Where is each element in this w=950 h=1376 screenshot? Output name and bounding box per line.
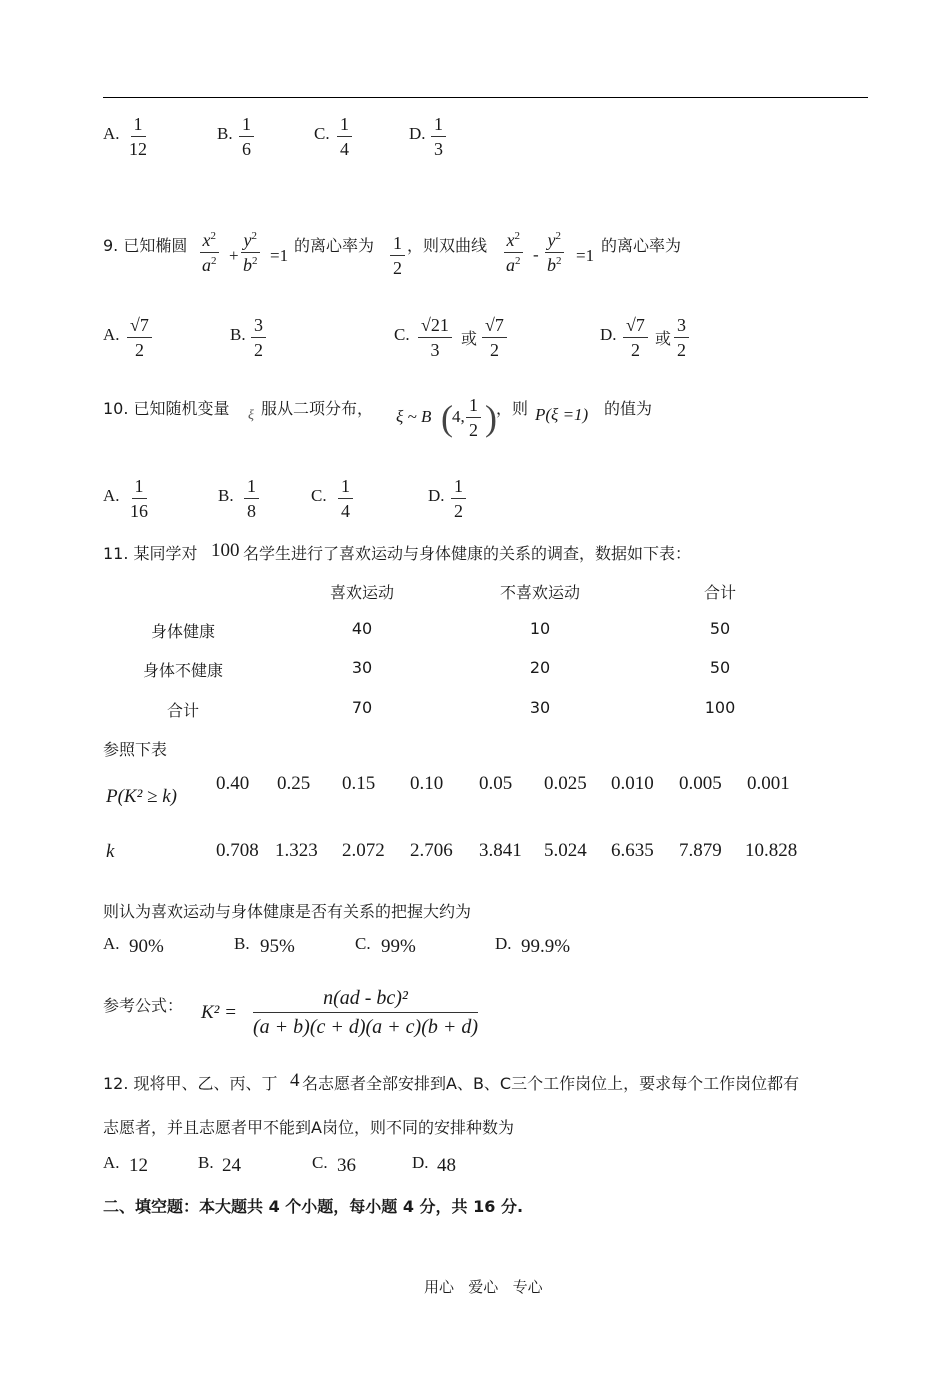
q11-formula-label: 参考公式： xyxy=(103,996,184,1015)
q11-option-c-label: C. xyxy=(355,934,371,953)
q11-intro-number: 100 xyxy=(211,540,240,561)
q12-option-c-value: 36 xyxy=(337,1155,356,1176)
q9-option-d-fraction-1: $\frac{√7}{2}$ xyxy=(623,316,648,359)
q9-minus: - xyxy=(533,245,539,264)
q11-option-b-label: B. xyxy=(234,934,250,953)
table-cell: 50 xyxy=(709,658,731,677)
q10-dist-n: 4, xyxy=(452,407,465,426)
table-cell: 40 xyxy=(351,619,373,638)
q9-prefix: 9. 已知椭圆 xyxy=(103,236,188,255)
q9-option-d-label: D. xyxy=(600,325,617,344)
p-value-cell: 0.010 xyxy=(611,773,654,794)
table-row-label: 合计 xyxy=(166,701,199,720)
k-value-cell: 7.879 xyxy=(679,840,722,861)
p-value-cell: 0.25 xyxy=(277,773,311,794)
q11-option-a-label: A. xyxy=(103,934,120,953)
q11-option-d-label: D. xyxy=(495,934,512,953)
q10-dist-prefix: ξ ~ B xyxy=(396,407,432,426)
q10-suffix: 的值为 xyxy=(604,399,653,418)
q12-line1-number: 4 xyxy=(290,1070,300,1091)
q11-formula-lhs: K² = xyxy=(201,1002,237,1023)
q12-line1-prefix: 12. 现将甲、乙、丙、丁 xyxy=(103,1074,278,1093)
q10-option-d-label: D. xyxy=(428,486,445,505)
k-value-cell: 2.706 xyxy=(410,840,453,861)
q10-then: ，则 xyxy=(496,399,529,418)
q10-option-c-fraction: $\frac{1}{4}$ xyxy=(338,477,353,520)
q9-option-b-label: B. xyxy=(230,325,246,344)
table-header-dislike: 不喜欢运动 xyxy=(499,583,580,602)
q9-suffix: 的离心率为 xyxy=(601,236,682,255)
q9-option-b-fraction: $\frac{3}{2}$ xyxy=(251,316,266,359)
q10-half-fraction: $\frac{1}{2}$ xyxy=(466,396,481,439)
q10-option-a-fraction: $\frac{1}{16}$ xyxy=(130,476,148,521)
q8-option-d-label: D. xyxy=(409,124,426,143)
q9-hyperbola-y-term: $\frac{y^2}{b^2}$ xyxy=(544,231,565,274)
q9-plus: + xyxy=(229,246,239,265)
q12-option-a-value: 12 xyxy=(129,1155,148,1176)
q11-option-d-value: 99.9% xyxy=(521,936,571,957)
table-cell: 100 xyxy=(704,698,736,717)
table-row-label: 身体健康 xyxy=(150,622,215,641)
q12-option-c-label: C. xyxy=(312,1153,328,1172)
q8-option-c-label: C. xyxy=(314,124,330,143)
k-row-label: k xyxy=(106,841,115,862)
p-value-cell: 0.10 xyxy=(410,773,444,794)
q11-intro-prefix: 11. 某同学对 xyxy=(103,544,198,563)
page-footer: 用心 爱心 专心 xyxy=(424,1278,543,1296)
k-value-cell: 0.708 xyxy=(216,840,259,861)
q11-option-c-value: 99% xyxy=(381,936,416,957)
p-value-cell: 0.005 xyxy=(679,773,722,794)
k-value-cell: 1.323 xyxy=(275,840,318,861)
p-value-cell: 0.40 xyxy=(216,773,250,794)
q12-line2: 志愿者，并且志愿者甲不能到A岗位，则不同的安排种数为 xyxy=(103,1118,514,1137)
k-value-cell: 10.828 xyxy=(745,840,798,861)
table-cell: 30 xyxy=(529,698,551,717)
q10-option-d-fraction: $\frac{1}{2}$ xyxy=(451,477,466,520)
q9-eq-one: =1 xyxy=(270,246,289,265)
q9-option-c-fraction-2: $\frac{√7}{2}$ xyxy=(482,316,507,359)
header-rule xyxy=(103,97,868,98)
q9-option-c-label: C. xyxy=(394,325,410,344)
q10-xi: ξ xyxy=(248,408,254,423)
q10-option-c-label: C. xyxy=(311,486,327,505)
q11-formula-fraction: $\frac{\text{n(ad - bc)²}}{(a + b)(c + d)(a + c)(b + d)}$ xyxy=(253,987,479,1038)
q12-option-d-value: 48 xyxy=(437,1155,456,1176)
q12-line1-suffix: 名志愿者全部安排到A、B、C三个工作岗位上，要求每个工作岗位都有 xyxy=(302,1074,800,1093)
q11-intro-suffix: 名学生进行了喜欢运动与身体健康的关系的调查，数据如下表： xyxy=(243,544,692,563)
table-cell: 20 xyxy=(529,658,551,677)
p-value-cell: 0.15 xyxy=(342,773,376,794)
q12-option-a-label: A. xyxy=(103,1153,120,1172)
p-row-label: P(K² ≥ k) xyxy=(106,786,177,807)
table-cell: 50 xyxy=(709,619,731,638)
q10-left-paren: ( xyxy=(441,398,453,438)
q9-option-a-fraction: $\frac{√7}{2}$ xyxy=(127,316,152,359)
table-row-label: 身体不健康 xyxy=(142,661,223,680)
q9-eccentricity-fraction: $\frac{1}{2}$ xyxy=(390,234,405,277)
q9-mid1: 的离心率为 xyxy=(294,236,375,255)
table-cell: 10 xyxy=(529,619,551,638)
q10-mid: 服从二项分布， xyxy=(261,399,374,418)
k-value-cell: 2.072 xyxy=(342,840,385,861)
q11-question: 则认为喜欢运动与身体健康是否有关系的把握大约为 xyxy=(103,902,472,921)
k-value-cell: 3.841 xyxy=(479,840,522,861)
q11-reference-label: 参照下表 xyxy=(103,740,168,759)
q9-option-c-or: 或 xyxy=(461,329,478,348)
q9-ellipse-y-term: $\frac{y^2}{b^2}$ xyxy=(240,231,261,274)
p-value-cell: 0.05 xyxy=(479,773,513,794)
q8-option-d-fraction: $\frac{1}{3}$ xyxy=(431,115,446,158)
table-header-like: 喜欢运动 xyxy=(329,583,394,602)
q9-eq-one-2: =1 xyxy=(576,246,595,265)
q12-option-b-label: B. xyxy=(198,1153,214,1172)
q8-option-c-fraction: $\frac{1}{4}$ xyxy=(337,115,352,158)
section-2-heading: 二、填空题：本大题共 4 个小题，每小题 4 分，共 16 分. xyxy=(103,1197,524,1216)
table-header-total: 合计 xyxy=(703,583,736,602)
q10-probability: P(ξ =1) xyxy=(535,405,589,424)
q8-option-a-label: A. xyxy=(103,124,120,143)
k-value-cell: 6.635 xyxy=(611,840,654,861)
k-value-cell: 5.024 xyxy=(544,840,587,861)
q10-option-b-fraction: $\frac{1}{8}$ xyxy=(244,477,259,520)
q12-option-b-value: 24 xyxy=(222,1155,241,1176)
q10-option-a-label: A. xyxy=(103,486,120,505)
q8-option-b-label: B. xyxy=(217,124,233,143)
q9-ellipse-x-term: $\frac{x^2}{a^2}$ xyxy=(199,231,220,274)
q10-option-b-label: B. xyxy=(218,486,234,505)
q8-option-a-fraction: $\frac{1}{12}$ xyxy=(129,114,147,159)
q9-option-d-fraction-2: $\frac{3}{2}$ xyxy=(674,316,689,359)
p-value-cell: 0.001 xyxy=(747,773,790,794)
q11-option-a-value: 90% xyxy=(129,936,164,957)
q10-right-paren: ) xyxy=(485,398,497,438)
q9-option-d-or: 或 xyxy=(655,329,672,348)
p-value-cell: 0.025 xyxy=(544,773,587,794)
q11-option-b-value: 95% xyxy=(260,936,295,957)
q9-option-c-fraction-1: $\frac{√21}{3}$ xyxy=(418,316,452,359)
table-cell: 30 xyxy=(351,658,373,677)
q9-mid2: ，则双曲线 xyxy=(407,236,488,255)
q10-prefix: 10. 已知随机变量 xyxy=(103,399,230,418)
q9-option-a-label: A. xyxy=(103,325,120,344)
q12-option-d-label: D. xyxy=(412,1153,429,1172)
q9-hyperbola-x-term: $\frac{x^2}{a^2}$ xyxy=(503,231,524,274)
table-cell: 70 xyxy=(351,698,373,717)
q8-option-b-fraction: $\frac{1}{6}$ xyxy=(239,115,254,158)
